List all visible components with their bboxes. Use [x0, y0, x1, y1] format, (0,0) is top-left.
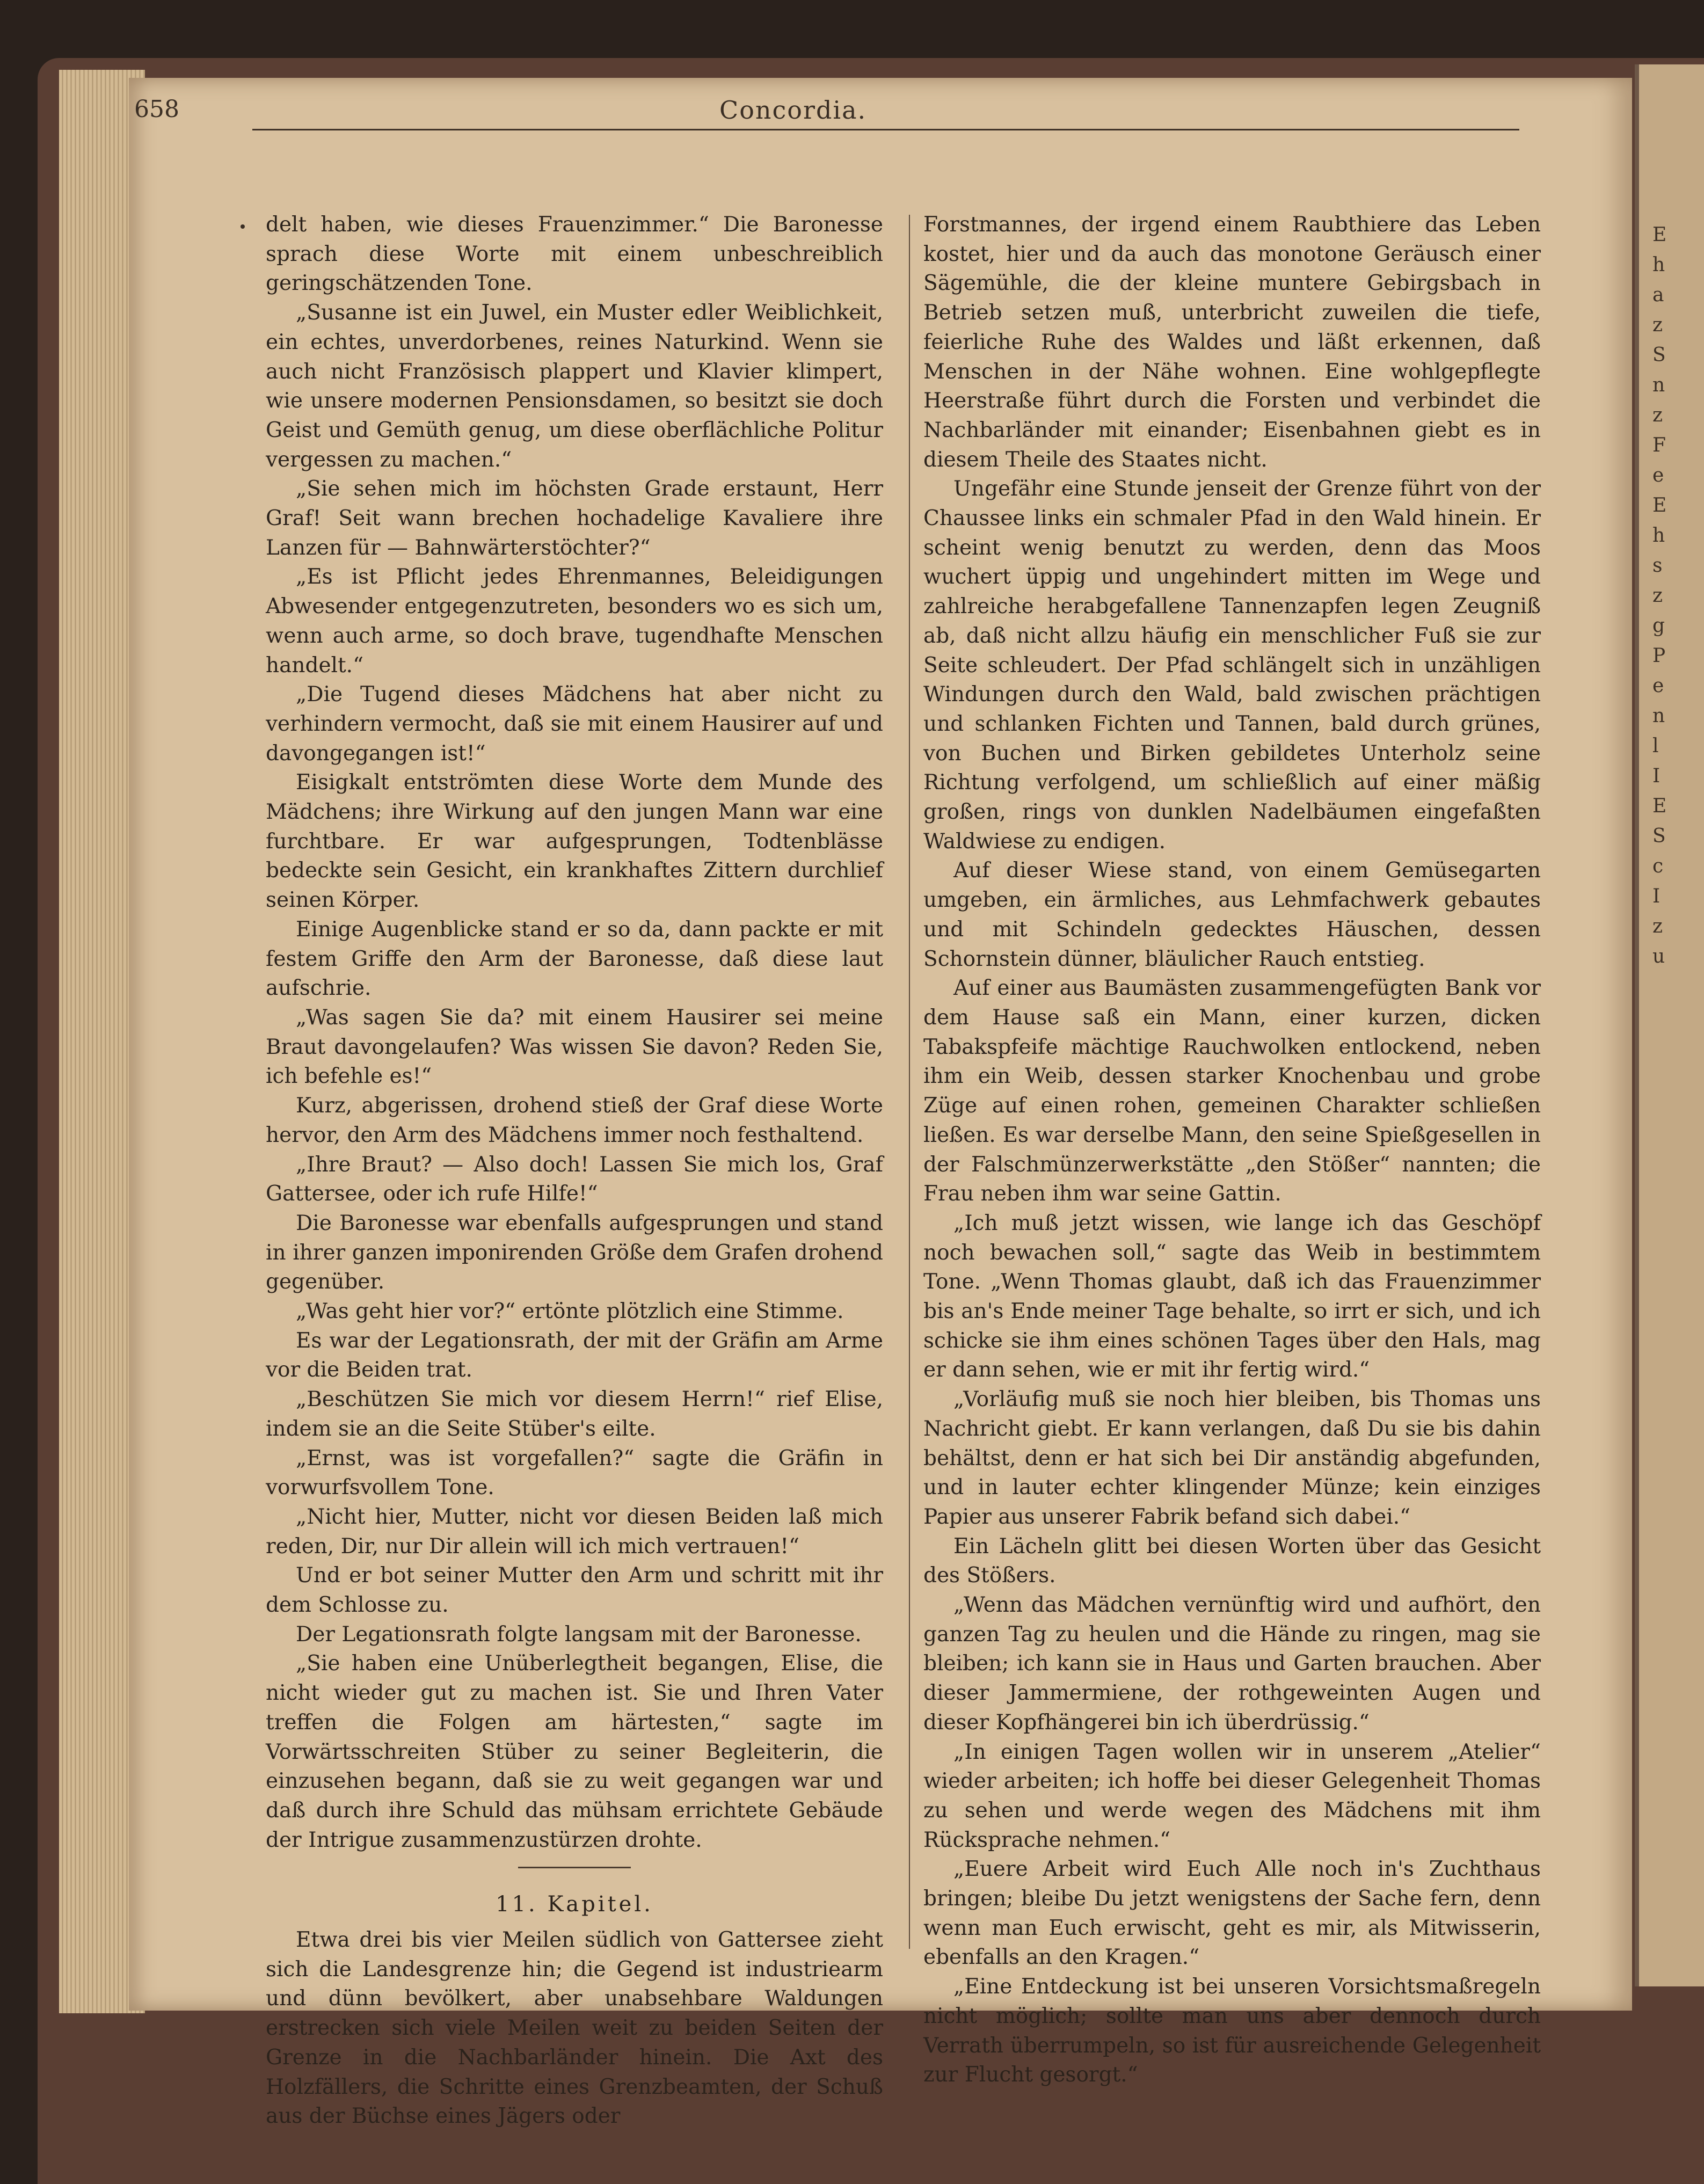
margin-letter: c [1652, 855, 1664, 877]
margin-letter: s [1652, 555, 1663, 577]
margin-letter: e [1652, 464, 1664, 486]
margin-letter: z [1652, 404, 1663, 426]
margin-letter: S [1652, 344, 1666, 366]
paragraph: „Sie haben eine Unüberlegtheit begangen, Elise, die nicht wieder gut zu machen ist. Sie und Ihren Vater treffen die Folgen am härtesten,“ sagte im Vorwärtsschreiten Stüber zu seiner Begleiterin, die einzusehen begann, daß sie zu weit gegangen war und daß durch ihre Schuld das mühsam errichtete Gebäude der Intrigue zusammenzustürzen drohte. [266, 1651, 883, 1852]
paragraph: „Eine Entdeckung ist bei unseren Vorsichtsmaßregeln nicht möglich; sollte man uns aber dennoch durch Verrath überrumpeln, so ist für ausreichende Gelegenheit zur Flucht gesorgt.“ [923, 1975, 1541, 2087]
column-divider [909, 215, 910, 1949]
margin-letter: P [1652, 645, 1666, 667]
page-number: 658 [134, 96, 179, 123]
left-paragraphs [266, 210, 883, 1855]
margin-letter: h [1652, 254, 1665, 276]
paragraph: Ungefähr eine Stunde jenseit der Grenze führt von der Chaussee links ein schmaler Pfad in den Wald hinein. Er scheint wenig benutzt zu werden, denn das Moos wuchert üppig und ungehindert mitten im Wege und zahlreiche herabgefallene Tannenzapfen legen Zeugniß ab, daß nicht allzu häufig ein menschlicher Fuß sie zur Seite schleudert. Der Pfad schlängelt sich in unzähligen Windungen durch den Wald, bald zwischen prächtigen und schlanken Fichten und Tannen, bald durch grünes, von Buchen und Birken gebildetes Unterholz seine Richtung verfolgend, um schließlich auf einer mäßig großen, rings von dunklen Nadelbäumen eingefaßten Waldwiese zu endigen. [923, 477, 1541, 854]
running-head: Concordia. [719, 96, 867, 125]
chapter-heading: 11. Kapitel. [496, 1892, 653, 1917]
right-paragraphs [923, 210, 1541, 2090]
paragraph: „Was sagen Sie da? mit einem Hausirer sei meine Braut davongelaufen? Was wissen Sie davon? Reden Sie, ich befehle es!“ [266, 1005, 883, 1089]
margin-letter: S [1652, 825, 1666, 847]
paragraph: „Wenn das Mädchen vernünftig wird und aufhört, den ganzen Tag zu heulen und die Hände zu ringen, mag sie bleiben; ich kann sie in Haus und Garten brauchen. Aber dieser Jammermiene, der rothgeweinten Augen und dieser Kopfhängerei bin ich überdrüssig.“ [923, 1593, 1541, 1735]
margin-letter: a [1652, 284, 1664, 306]
margin-letter: z [1652, 585, 1663, 607]
paragraph: Kurz, abgerissen, drohend stieß der Graf diese Worte hervor, den Arm des Mädchens immer noch festhaltend. [266, 1094, 883, 1147]
facing-page-fragments [1652, 220, 1685, 972]
margin-letter: E [1652, 224, 1667, 246]
margin-letter: z [1652, 314, 1663, 336]
paragraph: „Susanne ist ein Juwel, ein Muster edler Weiblichkeit, ein echtes, unverdorbenes, reines Naturkind. Wenn sie auch nicht Französisch plappert und Klavier klimpert, wie unsere modernen Pensionsdamen, so besitzt sie doch Geist und Gemüth genug, um diese oberflächliche Politur vergessen zu machen.“ [266, 301, 883, 472]
paragraph: „Nicht hier, Mutter, nicht vor diesen Beiden laß mich reden, Dir, nur Dir allein will ich mich vertrauen!“ [266, 1504, 883, 1559]
margin-letter: n [1652, 705, 1665, 727]
margin-letter: u [1652, 945, 1665, 967]
paragraph: Auf dieser Wiese stand, von einem Gemüsegarten umgeben, ein ärmliches, aus Lehmfachwerk gebautes und mit Schindeln gedecktes Häuschen, dessen Schornstein dünner, bläulicher Rauch entstieg. [923, 858, 1541, 971]
paragraph: „Sie sehen mich im höchsten Grade erstaunt, Herr Graf! Seit wann brechen hochadelige Kavaliere ihre Lanzen für — Bahnwärterstöchter?“ [266, 477, 883, 560]
margin-letter: g [1652, 615, 1665, 637]
paragraph: Es war der Legationsrath, der mit der Gräfin am Arme vor die Beiden trat. [266, 1328, 883, 1382]
margin-mark [241, 224, 245, 229]
margin-letter: E [1652, 494, 1667, 516]
paragraph: „Es ist Pflicht jedes Ehrenmannes, Beleidigungen Abwesender entgegenzutreten, besonders wo es sich um, wenn auch arme, so doch brave, tugendhafte Menschen handelt.“ [266, 565, 883, 678]
paragraph: Einige Augenblicke stand er so da, dann packte er mit festem Griffe den Arm der Baronesse, daß diese laut aufschrie. [266, 917, 883, 1001]
paragraph: Eisigkalt entströmten diese Worte dem Munde des Mädchens; ihre Wirkung auf den jungen Mann war eine furchtbare. Er war aufgesprungen, Todtenblässe bedeckte sein Gesicht, ein krankhaftes Zittern durchlief seinen Körper. [266, 770, 883, 913]
margin-letter: I [1652, 765, 1661, 787]
paragraph: Der Legationsrath folgte langsam mit der Baronesse. [296, 1622, 862, 1647]
paragraph: Und er bot seiner Mutter den Arm und schritt mit ihr dem Schlosse zu. [266, 1563, 883, 1618]
paragraph: „Euere Arbeit wird Euch Alle noch in's Zuchthaus bringen; bleibe Du jetzt wenigstens der Sache fern, denn wenn man Euch erwischt, geht es mir, als Mitwisserin, ebenfalls an den Kragen.“ [923, 1857, 1541, 1970]
paragraph: „Beschützen Sie mich vor diesem Herrn!“ rief Elise, indem sie an die Seite Stüber's eilte. [266, 1387, 883, 1441]
paragraph: Auf einer aus Baumästen zusammengefügten Bank vor dem Hause saß ein Mann, einer kurzen, dicken Tabakspfeife mächtige Rauchwolken entlockend, neben ihm ein Weib, dessen starker Knochenbau und grobe Züge auf einen rohen, gemeinen Charakter schließen ließen. Es war derselbe Mann, den seine Spießgesellen in der Falschmünzerwerkstätte „den Stößer“ nannten; die Frau neben ihm war seine Gattin. [923, 976, 1541, 1206]
margin-letter: I [1652, 885, 1661, 907]
paragraph: Forstmannes, der irgend einem Raubthiere das Leben kostet, hier und da auch das monotone Geräusch einer Sägemühle, die der kleine muntere Gebirgsbach in Betrieb setzen muß, unterbricht zuweilen die tiefe, feierliche Ruhe des Waldes und läßt erkennen, daß Menschen in der Nähe wohnen. Eine wohlgepflegte Heerstraße führt durch die Forsten und verbindet die Nachbarländer mit einander; Eisenbahnen giebt es in diesem Theile des Staates nicht. [923, 213, 1541, 472]
margin-letter: z [1652, 915, 1663, 937]
section-separator [518, 1867, 631, 1868]
paragraph: Ein Lächeln glitt bei diesen Worten über das Gesicht des Stößers. [923, 1534, 1541, 1588]
paragraph: „Ich muß jetzt wissen, wie lange ich das Geschöpf noch bewachen soll,“ sagte das Weib in bestimmtem Tone. „Wenn Thomas glaubt, daß ich das Frauenzimmer bis an's Ende meiner Tage behalte, so irrt er sich, und ich schicke sie ihm eines schönen Tages über den Hals, mag er dann sehen, wie er mit ihr fertig wird.“ [923, 1211, 1541, 1382]
paragraph: „In einigen Tagen wollen wir in unserem „Atelier“ wieder arbeiten; ich hoffe bei dieser Gelegenheit Thomas zu sehen und werde wegen des Mädchens mit ihm Rücksprache nehmen.“ [923, 1739, 1541, 1852]
paragraph: „Vorläufig muß sie noch hier bleiben, bis Thomas uns Nachricht giebt. Er kann verlangen, daß Du sie bis dahin behältst, denn er hat sich bei Dir anständig abgefunden, und in lauter echter klingender Münze; kein einziges Papier aus unserer Fabrik befand sich dabei.“ [923, 1387, 1541, 1529]
chapter-paragraphs [266, 1926, 883, 2131]
margin-letter: n [1652, 374, 1665, 396]
paragraph: „Ihre Braut? — Also doch! Lassen Sie mich los, Graf Gattersee, oder ich rufe Hilfe!“ [266, 1152, 883, 1206]
paragraph: delt haben, wie dieses Frauenzimmer.“ Die Baronesse sprach diese Worte mit einem unbeschreiblich geringschätzenden Tone. [266, 213, 883, 296]
paragraph: Etwa drei bis vier Meilen südlich von Gattersee zieht sich die Landesgrenze hin; die Gegend ist industriearm und dünn bevölkert, aber unabsehbare Waldungen erstrecken sich viele Meilen weit zu beiden Seiten der Grenze in die Nachbarländer hinein. Die Axt des Holzfällers, die Schritte eines Grenzbeamten, der Schuß aus der Büchse eines Jägers oder [266, 1928, 883, 2129]
paragraph: „Was geht hier vor?“ ertönte plötzlich eine Stimme. [296, 1299, 844, 1324]
paragraph: „Ernst, was ist vorgefallen?“ sagte die Gräfin in vorwurfsvollem Tone. [266, 1446, 883, 1500]
header-rule [252, 129, 1519, 130]
margin-letter: E [1652, 795, 1667, 817]
paragraph: Die Baronesse war ebenfalls aufgesprungen und stand in ihrer ganzen imponirenden Größe dem Grafen drohend gegenüber. [266, 1211, 883, 1294]
margin-letter: l [1652, 735, 1659, 757]
margin-letter: h [1652, 525, 1665, 547]
margin-letter: e [1652, 675, 1664, 697]
right-column [923, 210, 1541, 2090]
paragraph: „Die Tugend dieses Mädchens hat aber nicht zu verhindern vermocht, daß sie mit einem Hausirer auf und davongegangen ist!“ [266, 682, 883, 766]
margin-letter: F [1652, 434, 1666, 456]
left-column [266, 210, 883, 2131]
